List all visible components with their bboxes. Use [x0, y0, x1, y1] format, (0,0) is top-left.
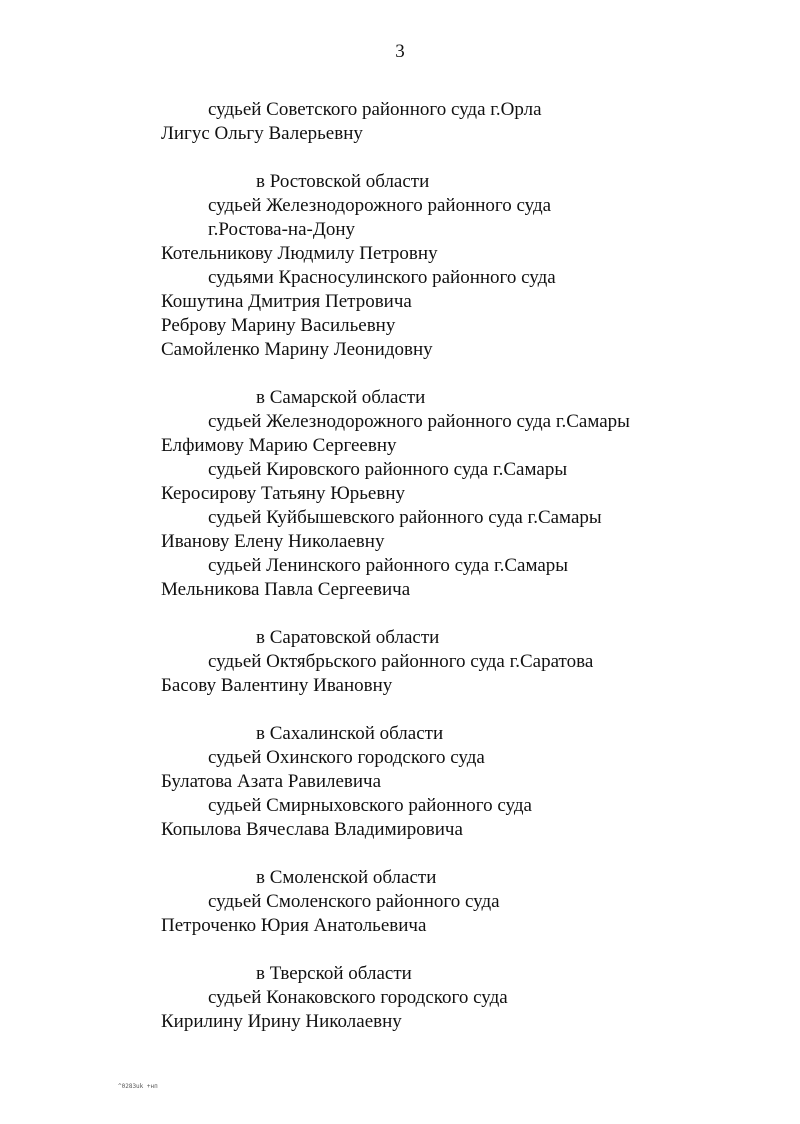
judge-name: Кирилину Ирину Николаевну: [161, 1011, 402, 1032]
judge-name: Булатова Азата Равилевича: [161, 771, 382, 792]
judge-name: Котельникову Людмилу Петровну: [161, 243, 438, 264]
judge-name: Петроченко Юрия Анатольевича: [161, 915, 427, 936]
court-line: судьей Смирныховского районного суда: [208, 795, 532, 816]
court-line: судьей Октябрьского районного суда г.Саратова: [208, 651, 594, 672]
footer-code: ^0283uk +нп: [118, 1083, 158, 1090]
court-line: судьей Смоленского районного суда: [208, 891, 500, 912]
judge-name: Самойленко Марину Леонидовну: [161, 339, 433, 360]
court-line: судьей Железнодорожного районного суда: [208, 195, 552, 216]
court-line: судьей Железнодорожного районного суда г.Самары: [208, 411, 630, 432]
court-line: г.Ростова-на-Дону: [208, 219, 355, 240]
court-line: судьей Охинского городского суда: [208, 747, 485, 768]
judge-name: Керосирову Татьяну Юрьевну: [161, 483, 405, 504]
judge-name: Реброву Марину Васильевну: [161, 315, 396, 336]
judge-name: Копылова Вячеслава Владимировича: [161, 819, 463, 840]
region-heading: в Самарской области: [256, 387, 426, 408]
court-line: судьей Ленинского районного суда г.Самары: [208, 555, 569, 576]
judge-name: Мельникова Павла Сергеевича: [161, 579, 411, 600]
judge-name: Елфимову Марию Сергеевну: [161, 435, 397, 456]
court-line: судьей Советского районного суда г.Орла: [208, 99, 542, 120]
judge-name: Басову Валентину Ивановну: [161, 675, 393, 696]
court-line: судьей Конаковского городского суда: [208, 987, 508, 1008]
region-heading: в Саратовской области: [256, 627, 440, 648]
region-heading: в Тверской области: [256, 963, 412, 984]
judge-name: Лигус Ольгу Валерьевну: [161, 123, 363, 144]
page-number: 3: [395, 41, 405, 62]
judge-name: Кошутина Дмитрия Петровича: [161, 291, 412, 312]
judge-name: Иванову Елену Николаевну: [161, 531, 385, 552]
court-line: судьей Куйбышевского районного суда г.Самары: [208, 507, 602, 528]
court-line: судьей Кировского районного суда г.Самары: [208, 459, 568, 480]
region-heading: в Ростовской области: [256, 171, 430, 192]
region-heading: в Сахалинской области: [256, 723, 444, 744]
court-line: судьями Красносулинского районного суда: [208, 267, 556, 288]
region-heading: в Смоленской области: [256, 867, 437, 888]
